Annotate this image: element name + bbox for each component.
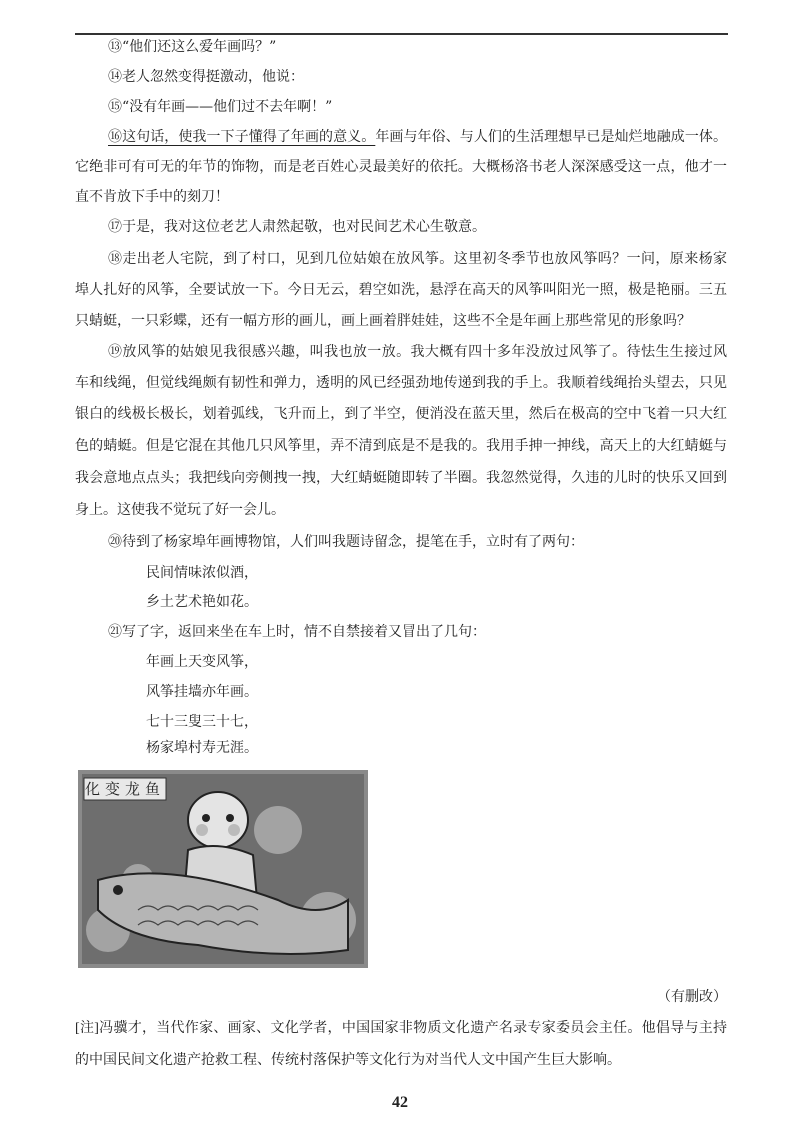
paragraph-20: ⑳待到了杨家埠年画博物馆，人们叫我题诗留念，提笔在手，立时有了两句：	[108, 534, 584, 550]
header-rule	[75, 33, 728, 35]
paragraph-16	[108, 127, 727, 147]
paragraph-17: ⑰于是，我对这位老艺人肃然起敬，也对民间艺术心生敬意。	[108, 219, 486, 235]
paragraph-16-line: 它绝非可有可无的年节的饰物，而是老百姓心灵最美好的依托。大概杨洛书老人深深感受这一点，他才一	[75, 159, 727, 175]
poem-line: 风筝挂墙亦年画。	[146, 684, 258, 700]
paragraph-19-line: 身上。这使我不觉玩了好一会儿。	[75, 502, 285, 518]
poem-line: 杨家埠村寿无涯。	[146, 740, 258, 756]
paragraph-19-line: 银白的线极长极长，划着弧线，飞升而上，到了半空，便消没在蓝天里，然后在极高的空中飞着一只大红	[75, 406, 727, 422]
print-inscription: 鱼龙变化	[84, 780, 165, 798]
paragraph-19: ⑲放风筝的姑娘见我很感兴趣，叫我也放一放。我大概有四十多年没放过风筝了。待怯生生接过风	[108, 344, 727, 360]
paragraph-16-line: 直不肯放下手中的刻刀！	[75, 189, 229, 205]
page-number: 42	[392, 1094, 408, 1111]
source-note: （有删改）	[657, 990, 727, 1005]
paragraph-19-line: 色的蜻蜓。但是它混在其他几只风筝里，弄不清到底是不是我的。我用手抻一抻线，高天上的大红蜻蜓与	[75, 438, 727, 454]
paragraph-21: ㉑写了字，返回来坐在车上时，情不自禁接着又冒出了几句：	[108, 624, 486, 640]
paragraph-15: ⑮“没有年画——他们过不去年啊！”	[108, 99, 333, 115]
poem-line: 民间情味浓似酒，	[146, 565, 258, 581]
paragraph-13: ⑬“他们还这么爱年画吗？”	[108, 39, 277, 55]
poem-line: 乡土艺术艳如花。	[146, 594, 258, 610]
poem-line: 年画上天变风筝，	[146, 654, 258, 670]
paragraph-14: ⑭老人忽然变得挺激动，他说：	[108, 69, 304, 85]
underlined-sentence: ⑯这句话，使我一下子懂得了年画的意义。	[108, 129, 376, 145]
footnote-line: [注]冯骥才，当代作家、画家、文化学者，中国国家非物质文化遗产名录专家委员会主任。他倡导与主持	[75, 1021, 727, 1036]
paragraph-18-line: 只蜻蜓，一只彩蝶，还有一幅方形的画儿，画上画着胖娃娃，这些不全是年画上那些常见的形象吗？	[75, 313, 691, 329]
paragraph-19-line: 我会意地点点头；我把线向旁侧拽一拽，大红蜻蜓随即转了半圈。我忽然觉得，久违的儿时的快乐又回到	[75, 470, 727, 486]
footnote-line: 的中国民间文化遗产抢救工程、传统村落保护等文化行为对当代人文中国产生巨大影响。	[75, 1053, 621, 1068]
paragraph-19-line: 车和线绳，但觉线绳颇有韧性和弹力，透明的风已经强劲地传递到我的手上。我顺着线绳抬头望去，只见	[75, 375, 727, 391]
paragraph-16-text: 年画与年俗、与人们的生活理想早已是灿烂地融成一体。	[375, 129, 728, 145]
paragraph-18-line: 埠人扎好的风筝，全要试放一下。今日无云，碧空如洗，悬浮在高天的风筝叫阳光一照，极是艳丽。三五	[75, 282, 727, 298]
poem-line: 七十三叟三十七，	[146, 714, 258, 730]
paragraph-18: ⑱走出老人宅院，到了村口，见到几位姑娘在放风筝。这里初冬季节也放风筝吗？一问，原来杨家	[108, 251, 727, 267]
